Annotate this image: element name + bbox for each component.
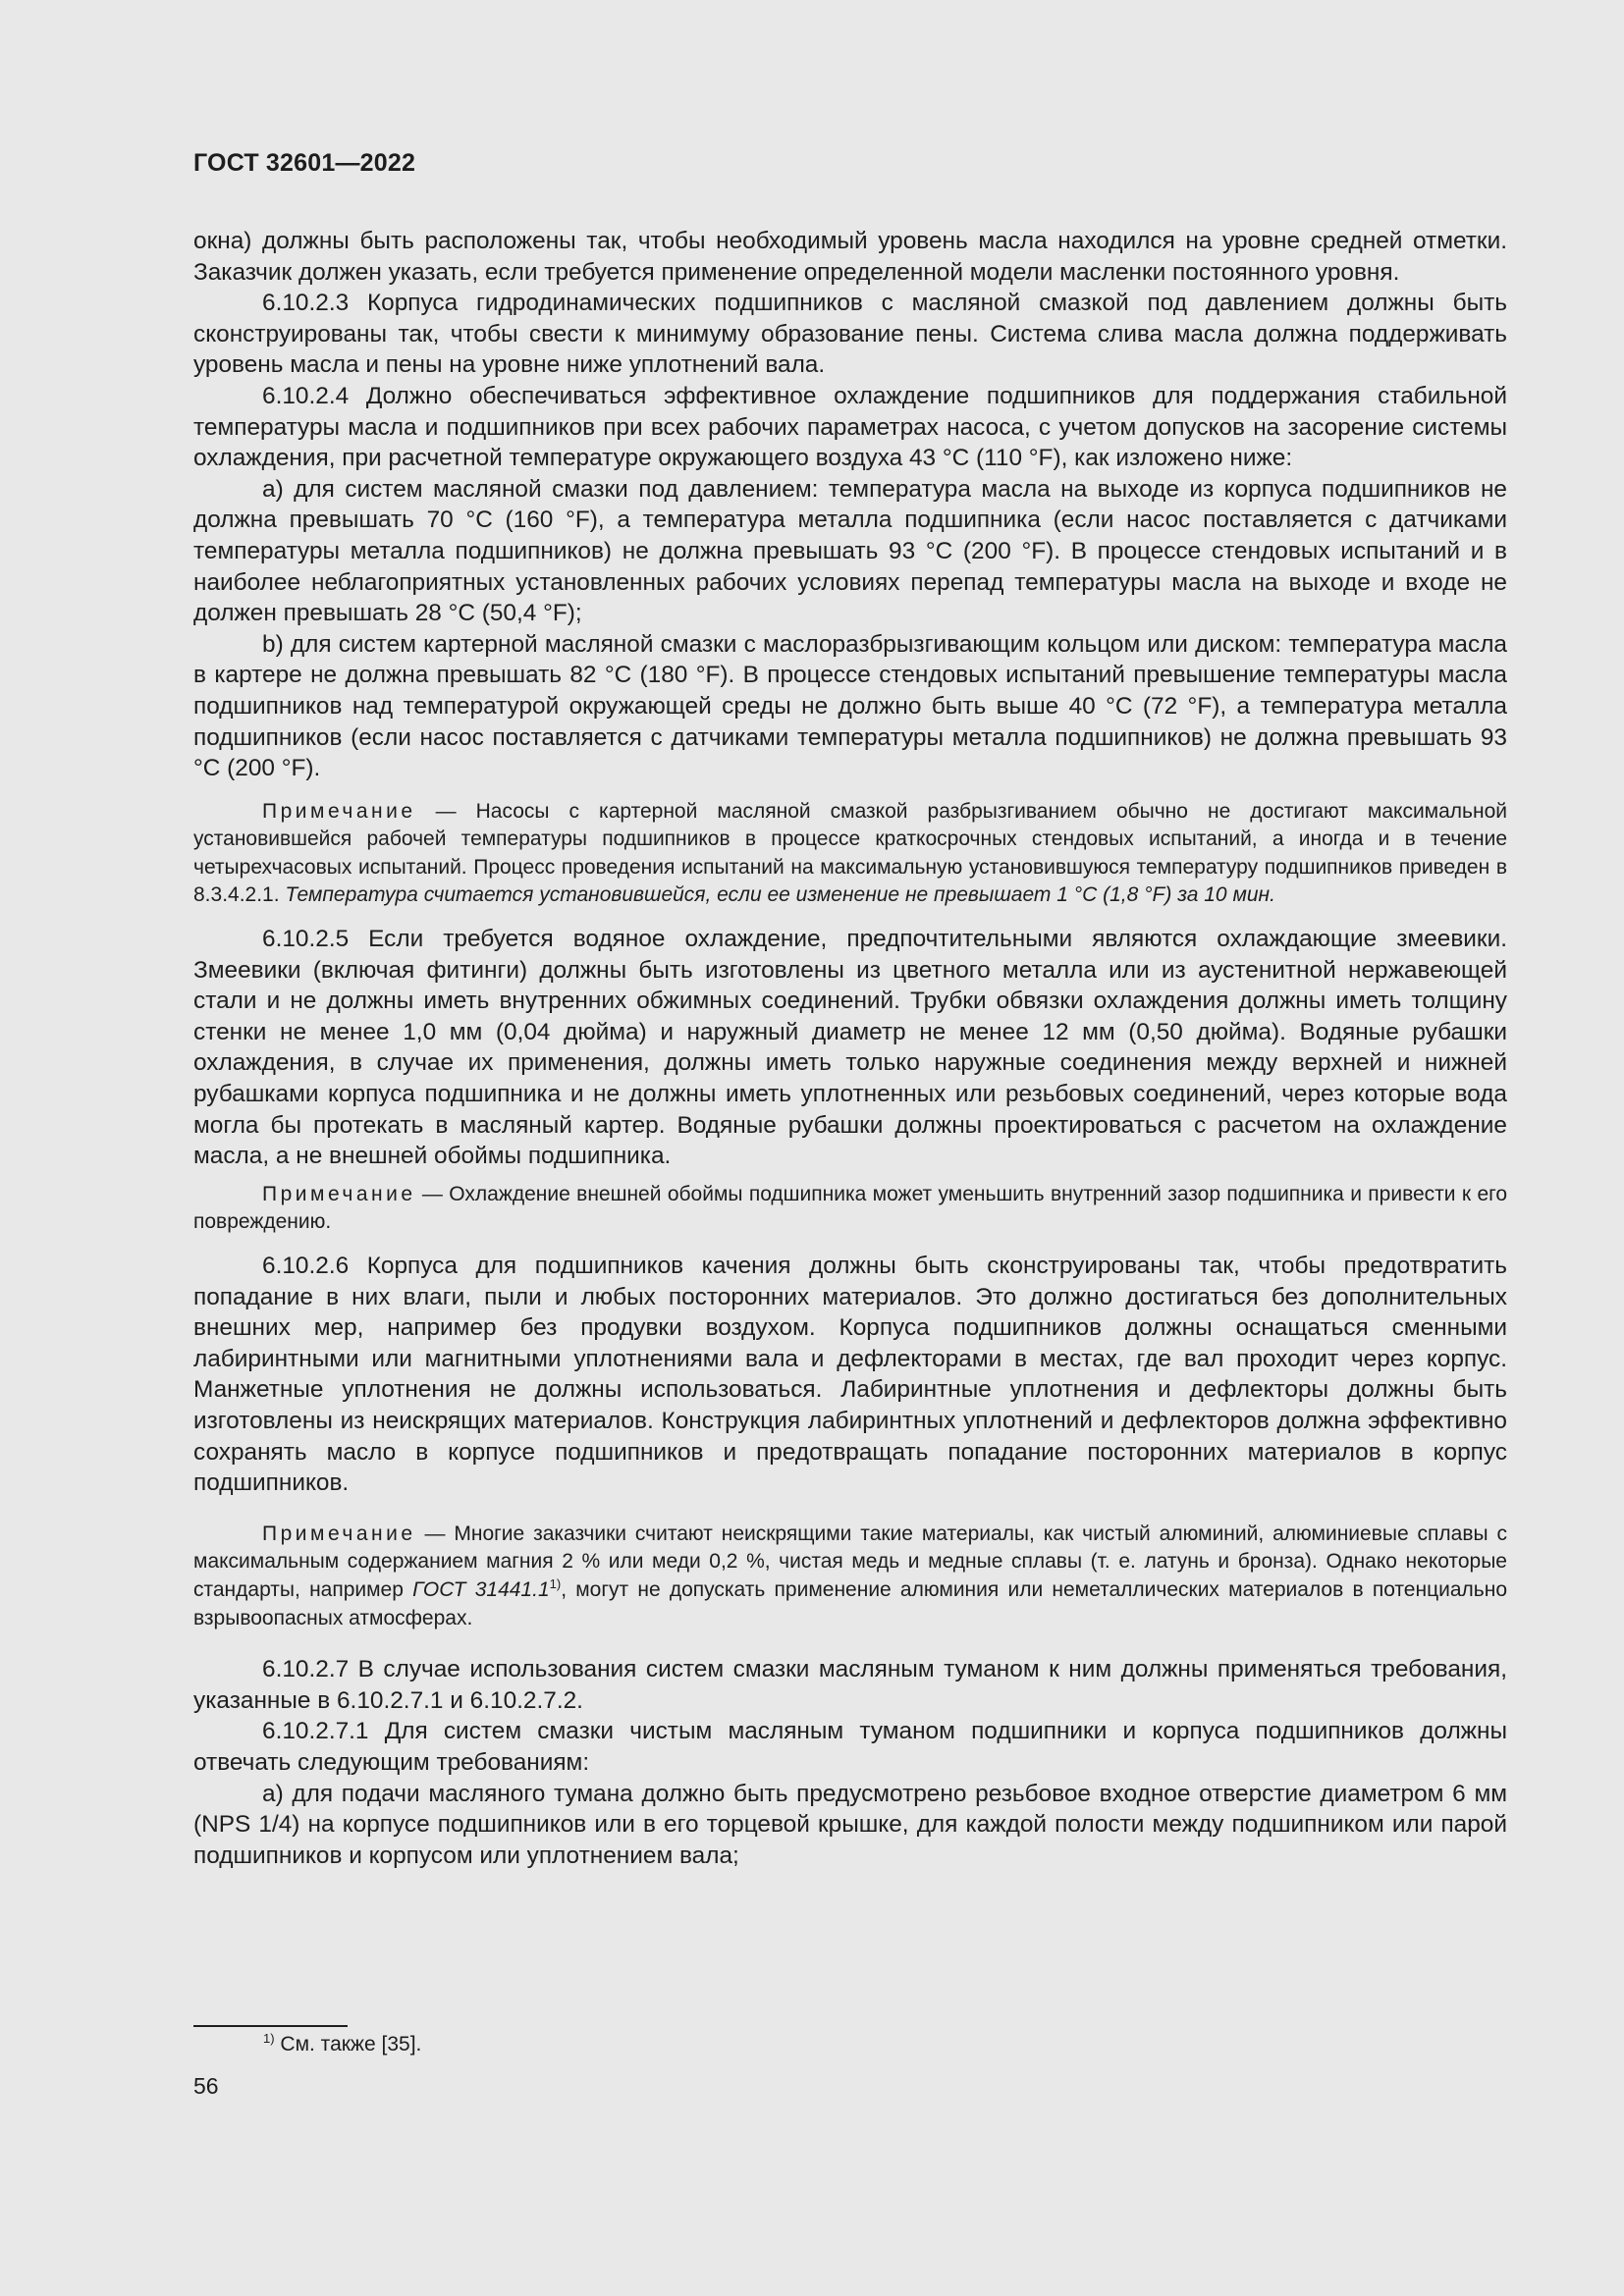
- note-3-text-b: , могут не допускать применение алюминия или неметаллических материалов в потенциально взрывоопасных атмосферах.: [193, 1577, 1507, 1629]
- note-3-standard-ref: ГОСТ 31441.1: [412, 1577, 550, 1601]
- note-2: [193, 1181, 1507, 1237]
- paragraph-6-10-2-6: 6.10.2.6 Корпуса для подшипников качения должны быть сконструированы так, чтобы предотвратить попадание в них влаги, пыли и любых посторонних материалов. Это должно достигаться без дополнительных внешних мер, например без продувки воздухом. Корпуса подшипников должны оснащаться сменными лабиринтными или магнитными уплотнениями вала и дефлекторами в местах, где вал проходит через корпус. Манжетные уплотнения не должны использоваться. Лабиринтные уплотнения и дефлекторы должны быть изготовлены из неискрящих материалов. Конструкция лабиринтных уплотнений и дефлекторов должна эффективно сохранять масло в корпусе подшипников и предотвращать попадание посторонних материалов в корпус подшипников.: [193, 1253, 1507, 1497]
- paragraph-6-10-2-5: 6.10.2.5 Если требуется водяное охлаждение, предпочтительными являются охлаждающие змеевики. Змеевики (включая фитинги) должны быть изготовлены из цветного металла или из аустенитной нержавеющей стали и не должны иметь внутренних обжимных соединений. Трубки обвязки охлаждения должны иметь толщину стенки не менее 1,0 мм (0,04 дюйма) и наружный диаметр не менее 12 мм (0,50 дюйма). Водяные рубашки охлаждения, в случае их применения, должны иметь только наружные соединения между верхней и нижней рубашками корпуса подшипника и не должны иметь уплотненных или резьбовых соединений, через которые вода могла бы протекать в масляный картер. Водяные рубашки должны проектироваться с расчетом на охлаждение масла, а не внешней обоймы подшипника.: [193, 926, 1507, 1170]
- footnote-ref: 1): [549, 1575, 562, 1591]
- paragraph-6-10-2-3: 6.10.2.3 Корпуса гидродинамических подшипников с масляной смазкой под давлением должны быть сконструированы так, чтобы свести к минимуму образование пены. Система слива масла должна поддерживать уровень масла и пены на уровне ниже уплотнений вала.: [193, 290, 1507, 379]
- paragraph-6-10-2-7-1: 6.10.2.7.1 Для систем смазки чистым масляным туманом подшипники и корпуса подшипников должны отвечать следующим требованиям:: [193, 1718, 1507, 1776]
- footnote: [263, 2030, 421, 2059]
- footnote-separator: [193, 2025, 348, 2027]
- paragraph-continuation: окна) должны быть расположены так, чтобы необходимый уровень масла находился на уровне средней отметки. Заказчик должен указать, если требуется применение определенной модели масленки постоянного уровня.: [193, 228, 1507, 286]
- paragraph-6-10-2-4: 6.10.2.4 Должно обеспечиваться эффективное охлаждение подшипников для поддержания стабильной температуры масла и подшипников при всех рабочих параметрах насоса, с учетом допусков на засорение системы охлаждения, при расчетной температуре окружающего воздуха 43 °C (110 °F), как изложено ниже:: [193, 382, 1507, 472]
- note-3-text-a: — Многие заказчики считают неискрящими такие материалы, как чистый алюминий, алюминиевые сплавы с максимальным содержанием магния 2 % или меди 0,2 %, чистая медь и медные сплавы (т. е. латунь и бронза). Однако некоторые стандарты, например: [193, 1522, 1507, 1601]
- note-1-text: — Насосы с картерной масляной смазкой разбрызгиванием обычно не достигают максимальной установившейся рабочей температуры подшипников в процессе краткосрочных стендовых испытаний, а иногда и в течение четырехчасовых испытаний. Процесс проведения испытаний на максимальную установившуюся температуру подшипников приведен в 8.3.4.2.1.: [193, 799, 1507, 907]
- note-label: Примечание: [262, 1182, 416, 1205]
- page-header: ГОСТ 32601—2022: [193, 149, 416, 177]
- note-3: [193, 1521, 1507, 1632]
- note-label: Примечание: [262, 1522, 416, 1545]
- paragraph-6-10-2-7: 6.10.2.7 В случае использования систем смазки масляным туманом к ним должны применяться требования, указанные в 6.10.2.7.1 и 6.10.2.7.2.: [193, 1656, 1507, 1714]
- footnote-mark: 1): [263, 2031, 275, 2046]
- page-body: [193, 226, 1507, 1871]
- list-item-a-pressure-lubrication: a) для систем масляной смазки под давлением: температура масла на выходе из корпуса подшипников не должна превышать 70 °C (160 °F), а температура металла подшипника (если насос поставляется с датчиками температуры металла подшипников) не должна превышать 93 °C (200 °F). В процессе стендовых испытаний и в наиболее неблагоприятных установленных рабочих условиях перепад температуры масла на выходе и входе не должен превышать 28 °C (50,4 °F);: [193, 475, 1507, 627]
- page-number: 56: [193, 2073, 219, 2099]
- list-item-b-ring-oil-lubrication: b) для систем картерной масляной смазки с маслоразбрызгивающим кольцом или диском: температура масла в картере не должна превышать 82 °C (180 °F). В процессе стендовых испытаний превышение температуры масла подшипников над температурой окружающей среды не должно быть выше 40 °C (72 °F), а температура металла подшипников (если насос поставляется с датчиками температуры металла подшипников) не должна превышать 93 °C (200 °F).: [193, 630, 1507, 782]
- footnote-text: См. также [35].: [274, 2033, 422, 2056]
- note-label: Примечание: [262, 799, 416, 823]
- note-2-text: — Охлаждение внешней обоймы подшипника может уменьшить внутренний зазор подшипника и привести к его повреждению.: [193, 1182, 1507, 1234]
- list-item-a-oil-mist-inlet: a) для подачи масляного тумана должно быть предусмотрено резьбовое входное отверстие диаметром 6 мм (NPS 1/4) на корпусе подшипников или в его торцевой крышке, для каждой полости между подшипником или парой подшипников и корпусом или уплотнением вала;: [193, 1780, 1507, 1869]
- note-1-italic: Температура считается установившейся, если ее изменение не превышает 1 °С (1,8 °F) за 10 мин.: [285, 883, 1275, 907]
- note-1: [193, 798, 1507, 910]
